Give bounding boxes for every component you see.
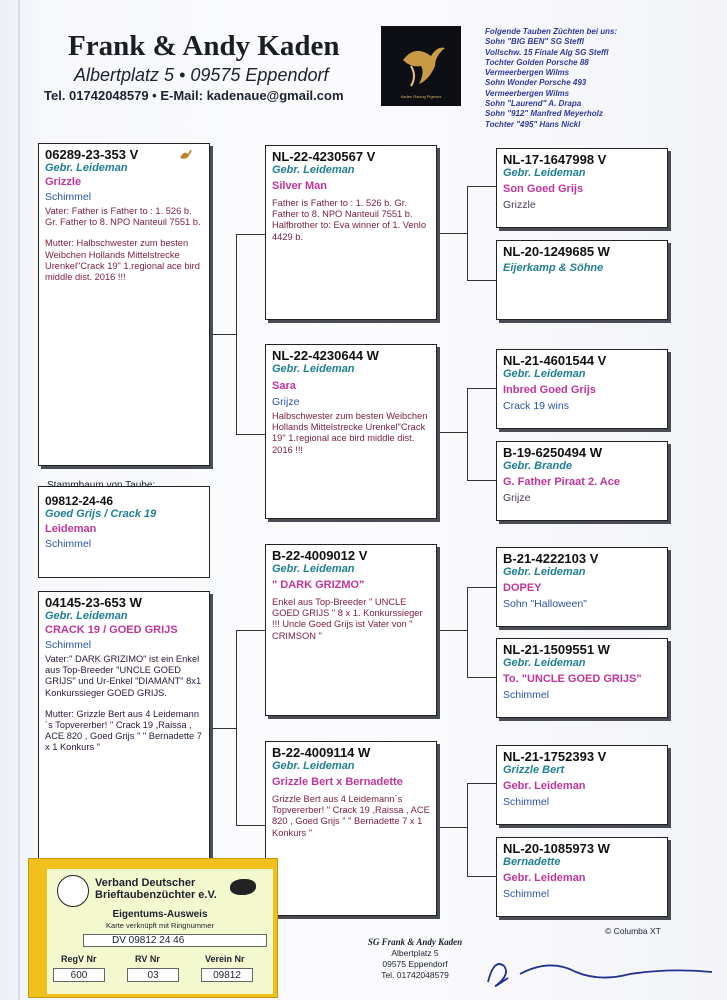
bred-line: Tochter "495" Hans Nickl: [485, 119, 581, 129]
father-note-sire: Vater: Father is Father to : 1. 526 b. Gr. Father to 8. NPO Nanteuil 7551 b.: [45, 206, 201, 228]
gg-name: G. Father Piraat 2. Ace: [503, 476, 620, 488]
card-title-line: Brieftaubenzüchter e.V.: [95, 889, 217, 901]
gg-name: Son Goed Grijs: [503, 183, 584, 195]
connector: [437, 630, 467, 631]
subject-ring: 09812-24-46: [45, 494, 114, 508]
gg-ring: NL-20-1085973 W: [503, 841, 610, 856]
gg-ring: B-21-4222103 V: [503, 551, 599, 566]
signature-icon: [480, 938, 720, 998]
fm-ring: NL-22-4230644 W: [272, 348, 379, 363]
card-col-value: 600: [53, 968, 105, 982]
great-grandparent-box: [496, 638, 668, 718]
connector: [467, 388, 468, 480]
connector: [467, 783, 468, 876]
bred-from-list: [485, 27, 723, 130]
gg-ring: B-19-6250494 W: [503, 445, 602, 460]
sheet-edge: [18, 0, 20, 1000]
gg-breeder: Gebr. Leideman: [503, 657, 586, 669]
gg-ring: NL-20-1249685 W: [503, 244, 610, 259]
gg-breeder: Grizzle Bert: [503, 764, 565, 776]
connector: [467, 480, 497, 481]
bred-line: Sohn "BIG BEN" SG Steffl: [485, 37, 584, 47]
mother-breeder: Gebr. Leideman: [45, 610, 128, 622]
fm-note: Halbschwester zum besten Weibchen Hollands Mittelstrecke Urenkel"Crack 19" 1.regional ace bird middle dist. 2016 !!!: [272, 411, 428, 455]
pigeon-icon: [230, 879, 256, 895]
gg-ring: NL-21-1509551 W: [503, 642, 610, 657]
footer-line: Albertplatz 5: [391, 948, 439, 958]
father-ring: 06289-23-353 V: [45, 147, 139, 162]
connector: [437, 827, 467, 828]
bred-line: Folgende Tauben Züchten bei uns:: [485, 27, 618, 36]
mm-breeder: Gebr. Leideman: [272, 760, 355, 772]
gg-breeder: Eijerkamp & Söhne: [503, 262, 604, 274]
father-color: Schimmel: [45, 191, 92, 203]
connector: [236, 234, 266, 235]
granddam-maternal-box: [265, 741, 437, 916]
gg-name: Inbred Goed Grijs: [503, 384, 596, 396]
connector: [467, 677, 497, 678]
fm-name: Sara: [272, 380, 296, 392]
ff-name: Silver Man: [272, 180, 328, 192]
breeder-name: Frank & Andy Kaden: [68, 30, 340, 62]
footer-line: 09575 Eppendorf: [382, 959, 448, 969]
bred-line: Vollschw. 15 Finale Alg SG Steffl: [485, 47, 609, 57]
bird-mark-icon: [179, 148, 193, 162]
great-grandparent-box: [496, 837, 668, 917]
card-heading: Eigentums-Ausweis: [112, 909, 208, 920]
mother-color: Schimmel: [45, 639, 92, 651]
breeder-contact: Tel. 01742048579 • E-Mail: kadenaue@gmail.com: [44, 88, 344, 103]
great-grandparent-box: [496, 745, 668, 825]
mother-name: CRACK 19 / GOED GRIJS: [45, 624, 178, 636]
logo-text: Kaden Racing Pigeons: [400, 94, 442, 99]
gg-breeder: Gebr. Leideman: [503, 566, 586, 578]
connector: [467, 388, 497, 389]
club-emblem-icon: [57, 875, 89, 907]
gg-breeder: Bernadette: [503, 856, 561, 868]
gg-breeder: Gebr. Leideman: [503, 368, 586, 380]
ff-note: Father is Father to : 1. 526 b. Gr. Father to 8. NPO Nanteuil 7551 b. Halfbrother to: Eva winner of 1. Venlo 4429 b.: [272, 198, 427, 242]
great-grandparent-box: [496, 148, 668, 228]
card-col-head: Verein Nr: [205, 954, 245, 964]
father-breeder: Gebr. Leideman: [45, 162, 128, 174]
connector: [236, 630, 237, 825]
connector: [467, 783, 497, 784]
grandsire-maternal-box: [265, 544, 437, 716]
mother-note-sire: Vater:" DARK GRIZIMO" ist ein Enkel aus Top-Breeder "UNCLE GOED GRIJS" und Ur-Enkel "DIAMANT" 8x1 Konkurssieger GOED GRIJS.: [45, 654, 202, 698]
connector: [437, 233, 467, 234]
connector: [467, 280, 497, 281]
mother-ring: 04145-23-653 W: [45, 595, 142, 610]
gg-extra: Schimmel: [503, 796, 550, 808]
mm-note: Grizzle Bert aus 4 Leidemann´s Topvererber! " Crack 19 ,Raissa , ACE 820 , Goed Grijs " " Bernadette 7 x 1 Konkurs ": [272, 794, 430, 838]
great-grandparent-box: [496, 349, 668, 429]
loft-logo: [381, 26, 461, 106]
gg-extra: Sohn "Halloween": [503, 598, 587, 610]
fm-color: Grijze: [272, 396, 300, 408]
connector: [467, 186, 497, 187]
mf-name: " DARK GRIZMO": [272, 579, 365, 591]
gg-ring: NL-21-1752393 V: [503, 749, 607, 764]
ff-breeder: Gebr. Leideman: [272, 164, 355, 176]
great-grandparent-box: [496, 547, 668, 627]
card-title-line: Verband Deutscher: [95, 877, 196, 889]
connector: [467, 876, 497, 877]
connector: [467, 587, 497, 588]
ownership-card: [28, 858, 278, 998]
granddam-paternal-box: [265, 344, 437, 519]
connector: [210, 334, 236, 335]
mf-breeder: Gebr. Leideman: [272, 563, 355, 575]
bred-line: Vermeerbergen Wilms: [485, 68, 570, 78]
gg-name: Gebr. Leideman: [503, 780, 586, 792]
card-col-head: RV Nr: [135, 954, 160, 964]
connector: [437, 432, 467, 433]
mm-ring: B-22-4009114 W: [272, 745, 371, 760]
mother-note-dam: Mutter: Grizzle Bert aus 4 Leidemann´s Topvererber! " Crack 19 ,Raissa , ACE 820 , Goed Grijs " " Bernadette 7 x 1 Konkurs ": [45, 708, 202, 753]
gg-ring: NL-21-4601544 V: [503, 353, 607, 368]
connector: [236, 434, 266, 435]
fm-breeder: Gebr. Leideman: [272, 363, 355, 375]
gg-extra: Schimmel: [503, 888, 550, 900]
gg-ring: NL-17-1647998 V: [503, 152, 607, 167]
gg-extra: Crack 19 wins: [503, 400, 569, 412]
subject-color: Schimmel: [45, 538, 92, 550]
bred-line: Tochter Golden Porsche 88: [485, 57, 589, 67]
connector: [467, 587, 468, 677]
card-subheading: Karte verknüpft mit Ringnummer: [106, 921, 214, 930]
footer-line: SG Frank & Andy Kaden: [367, 937, 463, 947]
breeder-address: Albertplatz 5 • 09575 Eppendorf: [74, 65, 329, 85]
connector: [236, 630, 266, 631]
footer-line: Tel. 01742048579: [381, 970, 449, 980]
card-title: [95, 877, 217, 901]
gg-breeder: Gebr. Leideman: [503, 167, 586, 179]
gg-name: Gebr. Leideman: [503, 872, 586, 884]
gg-extra: Grijze: [503, 492, 531, 504]
card-ring-field: DV 09812 24 46: [83, 934, 267, 947]
card-col-value: 03: [127, 968, 179, 982]
card-col-value: 09812: [201, 968, 253, 982]
gg-extra: Grizzle: [503, 199, 536, 211]
mm-name: Grizzle Bert x Bernadette: [272, 776, 403, 788]
copyright: © Columba XT: [605, 926, 661, 936]
gg-breeder: Gebr. Brande: [503, 460, 573, 472]
mf-ring: B-22-4009012 V: [272, 548, 368, 563]
great-grandparent-box: [496, 240, 668, 320]
connector: [236, 234, 237, 434]
father-box: [38, 143, 210, 466]
bred-line: Sohn "912" Manfred Meyerholz: [485, 109, 603, 119]
father-name: Grizzle: [45, 176, 82, 188]
card-col-head: RegV Nr: [61, 954, 97, 964]
subject-box: [38, 486, 210, 578]
gg-extra: Schimmel: [503, 689, 550, 701]
card-panel: [47, 869, 273, 994]
gg-name: To. "UNCLE GOED GRIJS": [503, 673, 642, 685]
mother-box: [38, 591, 210, 861]
connector: [210, 728, 236, 729]
gg-name: DOPEY: [503, 582, 542, 594]
footer-stamp: [330, 937, 500, 981]
connector: [467, 186, 468, 280]
subject-name: Leideman: [45, 523, 97, 535]
bred-line: Vermeerbergen Wilms: [485, 88, 570, 98]
subject-breeder: Goed Grijs / Crack 19: [45, 508, 157, 520]
bred-line: Sohn Wonder Porsche 493: [485, 78, 587, 88]
grandsire-paternal-box: [265, 145, 437, 320]
connector: [236, 825, 266, 826]
mf-note: Enkel aus Top-Breeder " UNCLE GOED GRIJS " 8 x 1. Konkurssieger !!! Uncle Goed Grijs ist Vater von " CRIMSON ": [272, 597, 423, 641]
father-note-dam: Mutter: Halbschwester zum besten Weibchen Hollands Mittelstrecke Urenkel"Crack 19" 1.regional ace bird middle dist. 2016 !!!: [45, 238, 200, 283]
ff-ring: NL-22-4230567 V: [272, 149, 376, 164]
great-grandparent-box: [496, 441, 668, 521]
bred-line: Sohn "Laurend" A. Drapa: [485, 99, 582, 109]
